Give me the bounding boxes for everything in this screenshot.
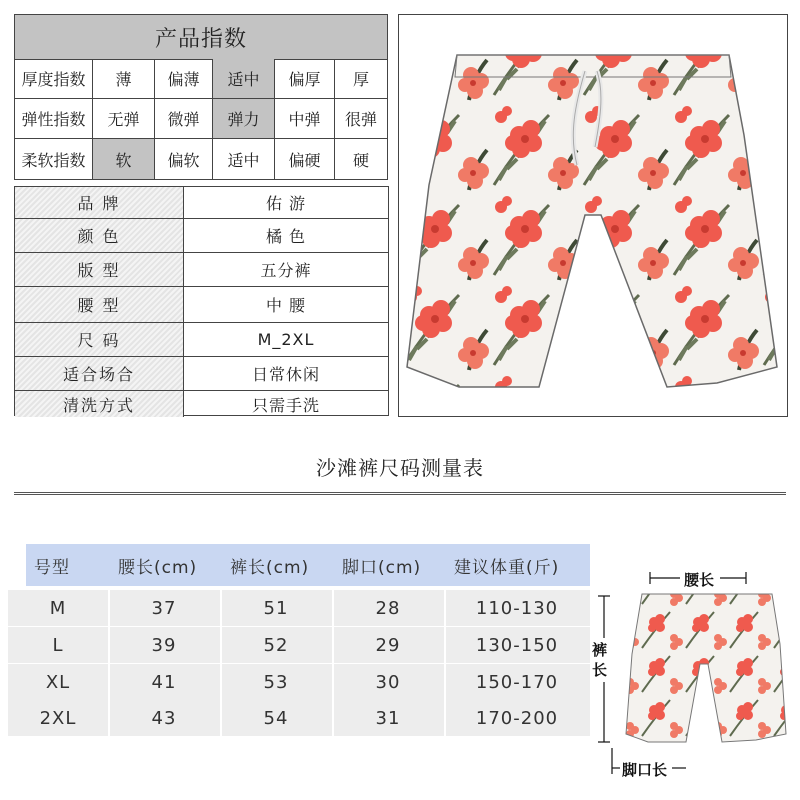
size-cell: L (52, 634, 64, 656)
attribute-row (15, 287, 388, 323)
size-cell: 130-150 (475, 634, 559, 656)
index-row-label: 柔软指数 (15, 139, 93, 179)
column-separator (220, 590, 222, 626)
attribute-row (15, 391, 388, 417)
size-table-header (26, 544, 590, 586)
column-separator (332, 590, 334, 626)
attribute-key: 尺 码 (15, 323, 184, 356)
size-header-cell: 号型 (34, 557, 70, 578)
index-option-selected: 软 (93, 139, 155, 179)
attribute-row (15, 323, 388, 357)
pants-length-label: 裤 长 (592, 641, 608, 679)
index-option: 很弹 (344, 110, 377, 129)
index-option: 无弹 (93, 99, 155, 138)
size-cell: 29 (375, 634, 401, 656)
attribute-key: 腰 型 (15, 287, 184, 322)
attribute-row (15, 253, 388, 287)
size-row (8, 700, 590, 736)
size-cell: 30 (375, 671, 401, 693)
column-separator (444, 627, 446, 663)
product-index-title: 产品指数 (15, 15, 387, 60)
index-option-selected: 适中 (213, 59, 275, 98)
size-table (8, 512, 590, 772)
column-separator (108, 664, 110, 700)
attribute-value: M_2XL (257, 330, 315, 349)
size-cell: 53 (263, 671, 289, 693)
column-separator (444, 700, 446, 736)
attribute-key: 适合场合 (15, 357, 184, 390)
index-option: 厚 (352, 70, 369, 89)
size-header-cell: 建议体重(斤) (454, 557, 560, 578)
size-header-cell: 脚口(cm) (342, 557, 422, 578)
size-cell: XL (45, 671, 71, 693)
measurement-diagram (596, 564, 796, 784)
attribute-row (15, 219, 388, 253)
size-cell: 54 (263, 707, 289, 729)
hem-length-label: 脚口长 (622, 761, 668, 779)
size-row (8, 664, 590, 700)
index-row-label: 厚度指数 (15, 59, 93, 98)
column-separator (332, 664, 334, 700)
column-separator (108, 627, 110, 663)
index-option-selected: 弹力 (213, 99, 275, 138)
attribute-key: 品 牌 (15, 187, 184, 218)
size-header-cell: 裤长(cm) (230, 557, 310, 578)
size-cell: 51 (263, 597, 289, 619)
column-separator (332, 700, 334, 736)
attribute-row (15, 187, 388, 219)
product-attributes-table (14, 186, 389, 416)
index-option: 偏硬 (275, 139, 335, 179)
column-separator (332, 627, 334, 663)
index-option: 硬 (352, 150, 369, 170)
attribute-key: 颜 色 (15, 219, 184, 252)
size-chart-title: 沙滩裤尺码测量表 (316, 456, 484, 480)
attribute-value: 橘 色 (265, 227, 307, 246)
index-row-label: 弹性指数 (15, 99, 93, 138)
index-option: 偏软 (155, 139, 213, 179)
size-cell: 37 (151, 597, 177, 619)
index-option: 适中 (213, 139, 275, 179)
column-separator (220, 627, 222, 663)
attribute-key: 版 型 (15, 253, 184, 286)
attribute-key: 清洗方式 (15, 391, 184, 417)
attribute-value: 只需手洗 (251, 395, 320, 415)
size-cell: M (49, 597, 67, 619)
column-separator (220, 700, 222, 736)
column-separator (108, 590, 110, 626)
attribute-value: 五分裤 (260, 261, 312, 280)
column-separator (220, 664, 222, 700)
attribute-value: 佑 游 (265, 194, 307, 213)
product-photo (398, 14, 788, 417)
index-option: 中弹 (275, 99, 335, 138)
index-row (15, 99, 387, 139)
column-separator (444, 590, 446, 626)
product-index-table (14, 14, 388, 180)
size-cell: 150-170 (475, 671, 559, 693)
waist-length-label: 腰长 (684, 571, 715, 589)
column-separator (108, 700, 110, 736)
size-cell: 2XL (39, 707, 77, 729)
attribute-value: 中 腰 (265, 296, 307, 315)
title-divider (14, 492, 786, 495)
index-option: 偏厚 (275, 59, 335, 98)
index-option: 偏薄 (155, 59, 213, 98)
size-header-cell: 腰长(cm) (118, 557, 198, 578)
size-cell: 110-130 (475, 597, 559, 619)
size-cell: 31 (375, 707, 401, 729)
size-cell: 52 (263, 634, 289, 656)
size-cell: 43 (151, 707, 177, 729)
board-shorts-image (399, 15, 788, 417)
size-cell: 170-200 (475, 707, 559, 729)
index-row (15, 139, 387, 179)
size-cell: 41 (151, 671, 177, 693)
attribute-row (15, 357, 388, 391)
index-option: 薄 (93, 59, 155, 98)
size-cell: 39 (151, 634, 177, 656)
column-separator (444, 664, 446, 700)
attribute-value: 日常休闲 (251, 365, 320, 384)
index-option: 微弹 (155, 99, 213, 138)
size-row (8, 590, 590, 626)
index-row (15, 59, 387, 99)
size-cell: 28 (375, 597, 401, 619)
size-row (8, 627, 590, 663)
